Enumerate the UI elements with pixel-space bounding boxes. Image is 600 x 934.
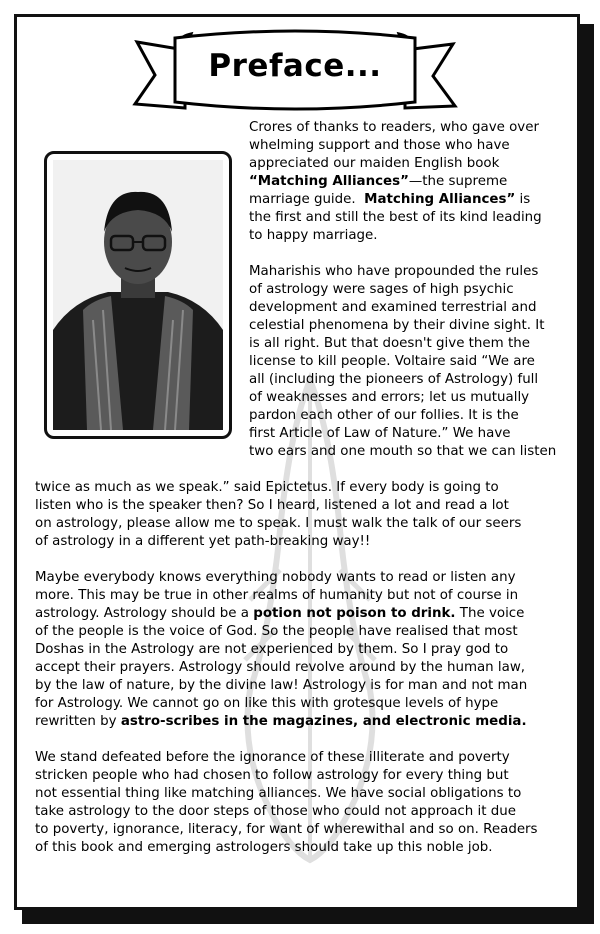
right-column-text — [249, 119, 571, 461]
text-line: rewritten by astro-scribes in the magazines, and electronic media. — [35, 714, 527, 729]
text-line: not essential thing like matching alliances. We have social obligations to — [35, 786, 522, 801]
text-line: Maybe everybody knows everything nobody wants to read or listen any — [35, 570, 516, 585]
text-line: is all right. But that doesn't give them the — [249, 336, 530, 351]
bold-phrase: potion not poison to drink. — [253, 606, 456, 621]
author-photo — [53, 160, 223, 430]
text-line: the first and still the best of its kind leading — [249, 210, 542, 225]
text-line: of weaknesses and errors; let us mutually — [249, 390, 530, 405]
text-line: of this book and emerging astrologers should take up this noble job. — [35, 840, 493, 855]
text-line: all (including the pioneers of Astrology) full — [249, 372, 539, 387]
full-width-text — [35, 479, 575, 857]
text-line: development and examined terrestrial and — [249, 300, 537, 315]
text-line: first Article of Law of Nature.” We have — [249, 426, 511, 441]
text-line: We stand defeated before the ignorance of these illiterate and poverty — [35, 750, 510, 765]
text-line: license to kill people. Voltaire said “We are — [249, 354, 535, 369]
text-line: of astrology in a different yet path-breaking way!! — [35, 534, 371, 549]
book-title: Matching Alliances” — [364, 192, 516, 207]
text-line: of astrology were sages of high psychic — [249, 282, 514, 297]
text-line: whelming support and those who have — [249, 138, 510, 153]
text-line: Crores of thanks to readers, who gave over — [249, 120, 539, 135]
text-line: listen who is the speaker then? So I heard, listened a lot and read a lot — [35, 498, 509, 513]
page-title: Preface... — [208, 48, 382, 84]
text-line: of the people is the voice of God. So the people have realised that most — [35, 624, 518, 639]
book-title: “Matching Alliances” — [249, 174, 409, 189]
text-line: to poverty, ignorance, literacy, for want of wherewithal and so on. Readers — [35, 822, 538, 837]
text-line: astrology. Astrology should be a potion not poison to drink. The voice — [35, 606, 525, 621]
text-line: to happy marriage. — [249, 228, 378, 243]
text-line: marriage guide. Matching Alliances” is — [249, 192, 531, 207]
text-line: two ears and one mouth so that we can listen — [249, 444, 557, 459]
text-line: accept their prayers. Astrology should revolve around by the human law, — [35, 660, 526, 675]
text-line: more. This may be true in other realms of humanity but not of course in — [35, 588, 519, 603]
text-line: appreciated our maiden English book — [249, 156, 500, 171]
text-line: on astrology, please allow me to speak. I must walk the talk of our seers — [35, 516, 522, 531]
text-line: “Matching Alliances”—the supreme — [249, 174, 508, 189]
text-line: Maharishis who have propounded the rules — [249, 264, 539, 279]
text-line: for Astrology. We cannot go on like this with grotesque levels of hype — [35, 696, 499, 711]
text-line: by the law of nature, by the divine law! Astrology is for man and not man — [35, 678, 528, 693]
text-line: take astrology to the door steps of those who could not approach it due — [35, 804, 516, 819]
text-line: Doshas in the Astrology are not experienced by them. So I pray god to — [35, 642, 509, 657]
text-line: twice as much as we speak.” said Epictetus. If every body is going to — [35, 480, 499, 495]
text-line: celestial phenomena by their divine sight. It — [249, 318, 545, 333]
text-line: stricken people who had chosen to follow astrology for every thing but — [35, 768, 509, 783]
text-line: pardon each other of our follies. It is the — [249, 408, 519, 423]
bold-phrase: astro-scribes in the magazines, and electronic media. — [120, 714, 527, 729]
